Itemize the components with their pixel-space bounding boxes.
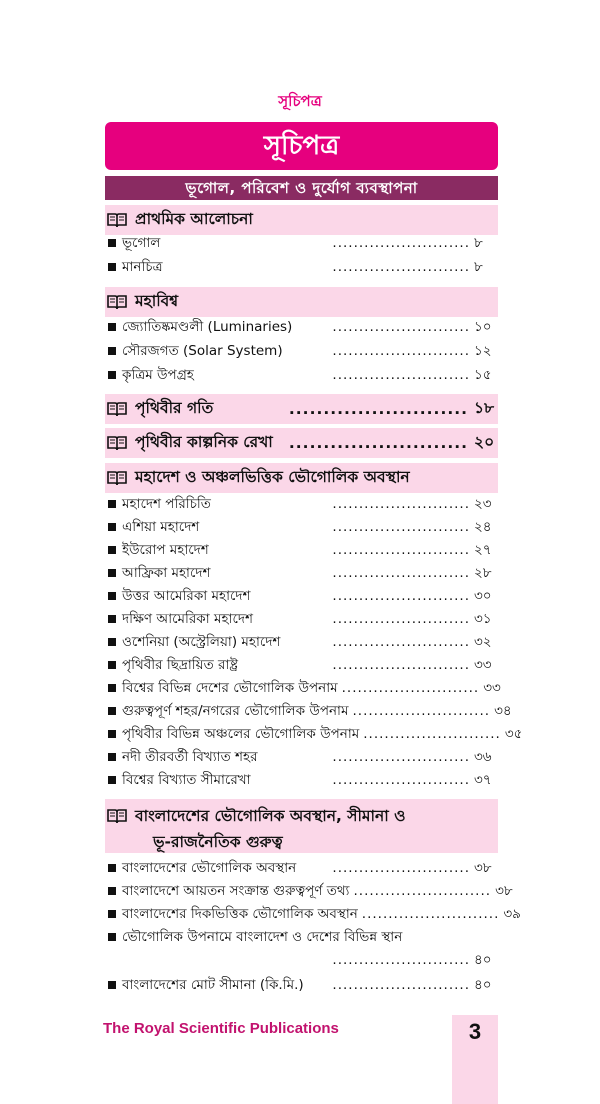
entry-title: বিশ্বের বিভিন্ন দেশের ভৌগোলিক উপনাম: [122, 679, 338, 696]
toc-entry[interactable]: [105, 364, 498, 386]
bullet-icon: [108, 615, 116, 623]
toc-entry[interactable]: [105, 857, 498, 879]
chapter-page: ১৮: [474, 399, 495, 417]
entry-title: কৃত্রিম উপগ্রহ: [122, 366, 194, 383]
entry-title: ভূগোল: [122, 234, 161, 251]
bullet-icon: [108, 323, 116, 331]
dot-leader: ..........................: [332, 235, 470, 251]
bullet-icon: [108, 776, 116, 784]
chapter-title: প্রাথমিক আলোচনা: [135, 210, 253, 228]
bullet-icon: [108, 933, 116, 941]
entry-page: ৩৮: [495, 882, 513, 899]
book-icon: [107, 294, 127, 310]
toc-entry[interactable]: [105, 493, 498, 515]
book-icon: [107, 401, 127, 417]
entry-title: উত্তর আমেরিকা মহাদেশ: [122, 587, 251, 604]
entry-title: জ্যোতিষ্কমণ্ডলী (Luminaries): [122, 318, 293, 335]
dot-leader: ..........................: [332, 343, 470, 359]
bullet-icon: [108, 707, 116, 715]
entry-page: ৩৩: [483, 679, 501, 696]
book-icon: [107, 212, 127, 228]
entry-title: ভৌগোলিক উপনামে বাংলাদেশ ও দেশের বিভিন্ন স্থান: [122, 928, 403, 945]
dot-leader: ..........................: [332, 611, 470, 627]
toc-entry[interactable]: [105, 585, 498, 607]
entry-page: ৪০: [474, 976, 492, 993]
dot-leader: ..........................: [332, 367, 470, 383]
dot-leader: ..........................: [332, 634, 470, 650]
entry-title: বাংলাদেশের ভৌগোলিক অবস্থান: [122, 859, 297, 876]
dot-leader: ..........................: [332, 259, 470, 275]
entry-page: ৩৩: [474, 656, 492, 673]
page-number: 3: [468, 1019, 482, 1044]
bullet-icon: [108, 546, 116, 554]
entry-title: পৃথিবীর ছিদ্রায়িত রাষ্ট্র: [122, 656, 238, 673]
dot-leader: ..........................: [332, 319, 470, 335]
bullet-icon: [108, 981, 116, 989]
toc-entry-continuation[interactable]: [105, 949, 498, 971]
dot-leader: ..........................: [352, 703, 491, 719]
bullet-icon: [108, 910, 116, 918]
entry-title: বিশ্বের বিখ্যাত সীমারেখা: [122, 771, 251, 788]
entry-title: বাংলাদেশের মোট সীমানা (কি.মি.): [122, 976, 304, 993]
entry-page: ৩৯: [503, 905, 521, 922]
dot-leader: ..........................: [332, 542, 470, 558]
entry-page: ৩২: [474, 633, 492, 650]
dot-leader: ..........................: [332, 496, 470, 512]
toc-entry[interactable]: [105, 340, 498, 362]
dot-leader: ..........................: [363, 726, 501, 742]
entry-title: দক্ষিণ আমেরিকা মহাদেশ: [122, 610, 253, 627]
dot-leader: ..........................: [361, 906, 500, 922]
entry-title: গুরুত্বপূর্ণ শহর/নগরের ভৌগোলিক উপনাম: [122, 702, 349, 719]
chapter-heading[interactable]: [105, 205, 498, 235]
dot-leader: ..........................: [332, 588, 470, 604]
running-head: সূচিপত্র: [278, 92, 322, 110]
entry-page: ১০: [474, 318, 492, 335]
chapter-heading[interactable]: [105, 394, 498, 424]
entry-page: ৩৬: [474, 748, 492, 765]
dot-leader: ..........................: [288, 434, 468, 452]
bullet-icon: [108, 661, 116, 669]
bullet-icon: [108, 263, 116, 271]
chapter-title: পৃথিবীর কাল্পনিক রেখা: [135, 433, 273, 451]
bullet-icon: [108, 753, 116, 761]
chapter-heading[interactable]: [105, 799, 498, 853]
chapter-title-line2: ভূ-রাজনৈতিক গুরুত্ব: [153, 833, 283, 851]
entry-page: ৮: [474, 258, 483, 275]
dot-leader: ..........................: [332, 860, 470, 876]
entry-page: ৩০: [474, 587, 492, 604]
bullet-icon: [108, 684, 116, 692]
dot-leader: ..........................: [353, 883, 492, 899]
toc-entry[interactable]: [105, 903, 521, 925]
entry-page: ৩৮: [474, 859, 492, 876]
entry-title: নদী তীরবর্তী বিখ্যাত শহর: [122, 748, 258, 765]
chapter-heading[interactable]: [105, 287, 498, 317]
entry-page: ৩৫: [504, 725, 523, 742]
book-icon: [107, 435, 127, 451]
toc-entry[interactable]: [105, 316, 498, 338]
entry-title: পৃথিবীর বিভিন্ন অঞ্চলের ভৌগোলিক উপনাম: [122, 725, 360, 742]
dot-leader: ..........................: [341, 680, 480, 696]
book-icon: [107, 470, 127, 486]
bullet-icon: [108, 864, 116, 872]
entry-title: মহাদেশ পরিচিতি: [122, 495, 211, 512]
entry-page: ২৩: [474, 495, 492, 512]
dot-leader: ..........................: [332, 977, 470, 993]
toc-entry[interactable]: [105, 631, 498, 653]
entry-title: ওশেনিয়া (অস্ট্রেলিয়া) মহাদেশ: [122, 633, 281, 650]
entry-title: বাংলাদেশে আয়তন সংক্রান্ত গুরুত্বপূর্ণ তথ্য: [122, 882, 350, 899]
chapter-title: মহাবিশ্ব: [135, 292, 179, 310]
bullet-icon: [108, 500, 116, 508]
entry-title: ইউরোপ মহাদেশ: [122, 541, 209, 558]
toc-entry[interactable]: [105, 723, 523, 745]
dot-leader: ..........................: [332, 519, 470, 535]
toc-entry[interactable]: [105, 926, 498, 948]
bullet-icon: [108, 239, 116, 247]
entry-title: বাংলাদেশের দিকভিত্তিক ভৌগোলিক অবস্থান: [122, 905, 358, 922]
publisher-name: The Royal Scientific Publications: [103, 1020, 339, 1037]
entry-page: ১৫: [474, 366, 492, 383]
page-title: সূচিপত্র: [105, 122, 498, 170]
chapter-title: [135, 803, 406, 855]
dot-leader: ..........................: [332, 565, 470, 581]
toc-entry[interactable]: [105, 654, 498, 676]
toc-entry[interactable]: [105, 562, 498, 584]
chapter-heading[interactable]: [105, 463, 498, 493]
toc-entry[interactable]: [105, 974, 498, 996]
toc-entry[interactable]: [105, 232, 498, 254]
bullet-icon: [108, 730, 116, 738]
entry-page: ১২: [474, 342, 492, 359]
dot-leader: ..........................: [332, 772, 470, 788]
entry-title: আফ্রিকা মহাদেশ: [122, 564, 211, 581]
dot-leader: ..........................: [332, 657, 470, 673]
entry-page: ৩৪: [494, 702, 512, 719]
toc-entry[interactable]: [105, 608, 498, 630]
chapter-title: পৃথিবীর গতি: [135, 399, 214, 417]
toc-entry[interactable]: [105, 769, 498, 791]
toc-entry[interactable]: [105, 516, 498, 538]
chapter-heading[interactable]: [105, 428, 498, 458]
chapter-title-line1: বাংলাদেশের ভৌগোলিক অবস্থান, সীমানা ও: [135, 807, 406, 825]
bullet-icon: [108, 523, 116, 531]
entry-title: সৌরজগত (Solar System): [122, 342, 283, 359]
entry-page: ৪০: [474, 951, 492, 968]
section-heading: ভূগোল, পরিবেশ ও দুর্যোগ ব্যবস্থাপনা: [105, 176, 498, 200]
toc-entry[interactable]: [105, 700, 512, 722]
bullet-icon: [108, 592, 116, 600]
entry-title: মানচিত্র: [122, 258, 163, 275]
bullet-icon: [108, 569, 116, 577]
bullet-icon: [108, 347, 116, 355]
toc-entry[interactable]: [105, 539, 498, 561]
chapter-title: মহাদেশ ও অঞ্চলভিত্তিক ভৌগোলিক অবস্থান: [135, 468, 410, 486]
entry-page: ২৭: [474, 541, 492, 558]
entry-page: ৮: [474, 234, 483, 251]
entry-page: ২৪: [474, 518, 492, 535]
toc-entry[interactable]: [105, 256, 498, 278]
bullet-icon: [108, 887, 116, 895]
entry-title: এশিয়া মহাদেশ: [122, 518, 200, 535]
toc-entry[interactable]: [105, 880, 513, 902]
bullet-icon: [108, 371, 116, 379]
toc-entry[interactable]: [105, 746, 498, 768]
bullet-icon: [108, 638, 116, 646]
entry-page: ৩৭: [474, 771, 492, 788]
dot-leader: ..........................: [332, 749, 470, 765]
toc-entry[interactable]: [105, 677, 501, 699]
dot-leader: ..........................: [288, 400, 468, 418]
entry-page: ২৮: [474, 564, 492, 581]
book-icon: [107, 808, 127, 824]
dot-leader: ..........................: [332, 952, 470, 968]
chapter-page: ২০: [474, 433, 495, 451]
entry-page: ৩১: [474, 610, 492, 627]
